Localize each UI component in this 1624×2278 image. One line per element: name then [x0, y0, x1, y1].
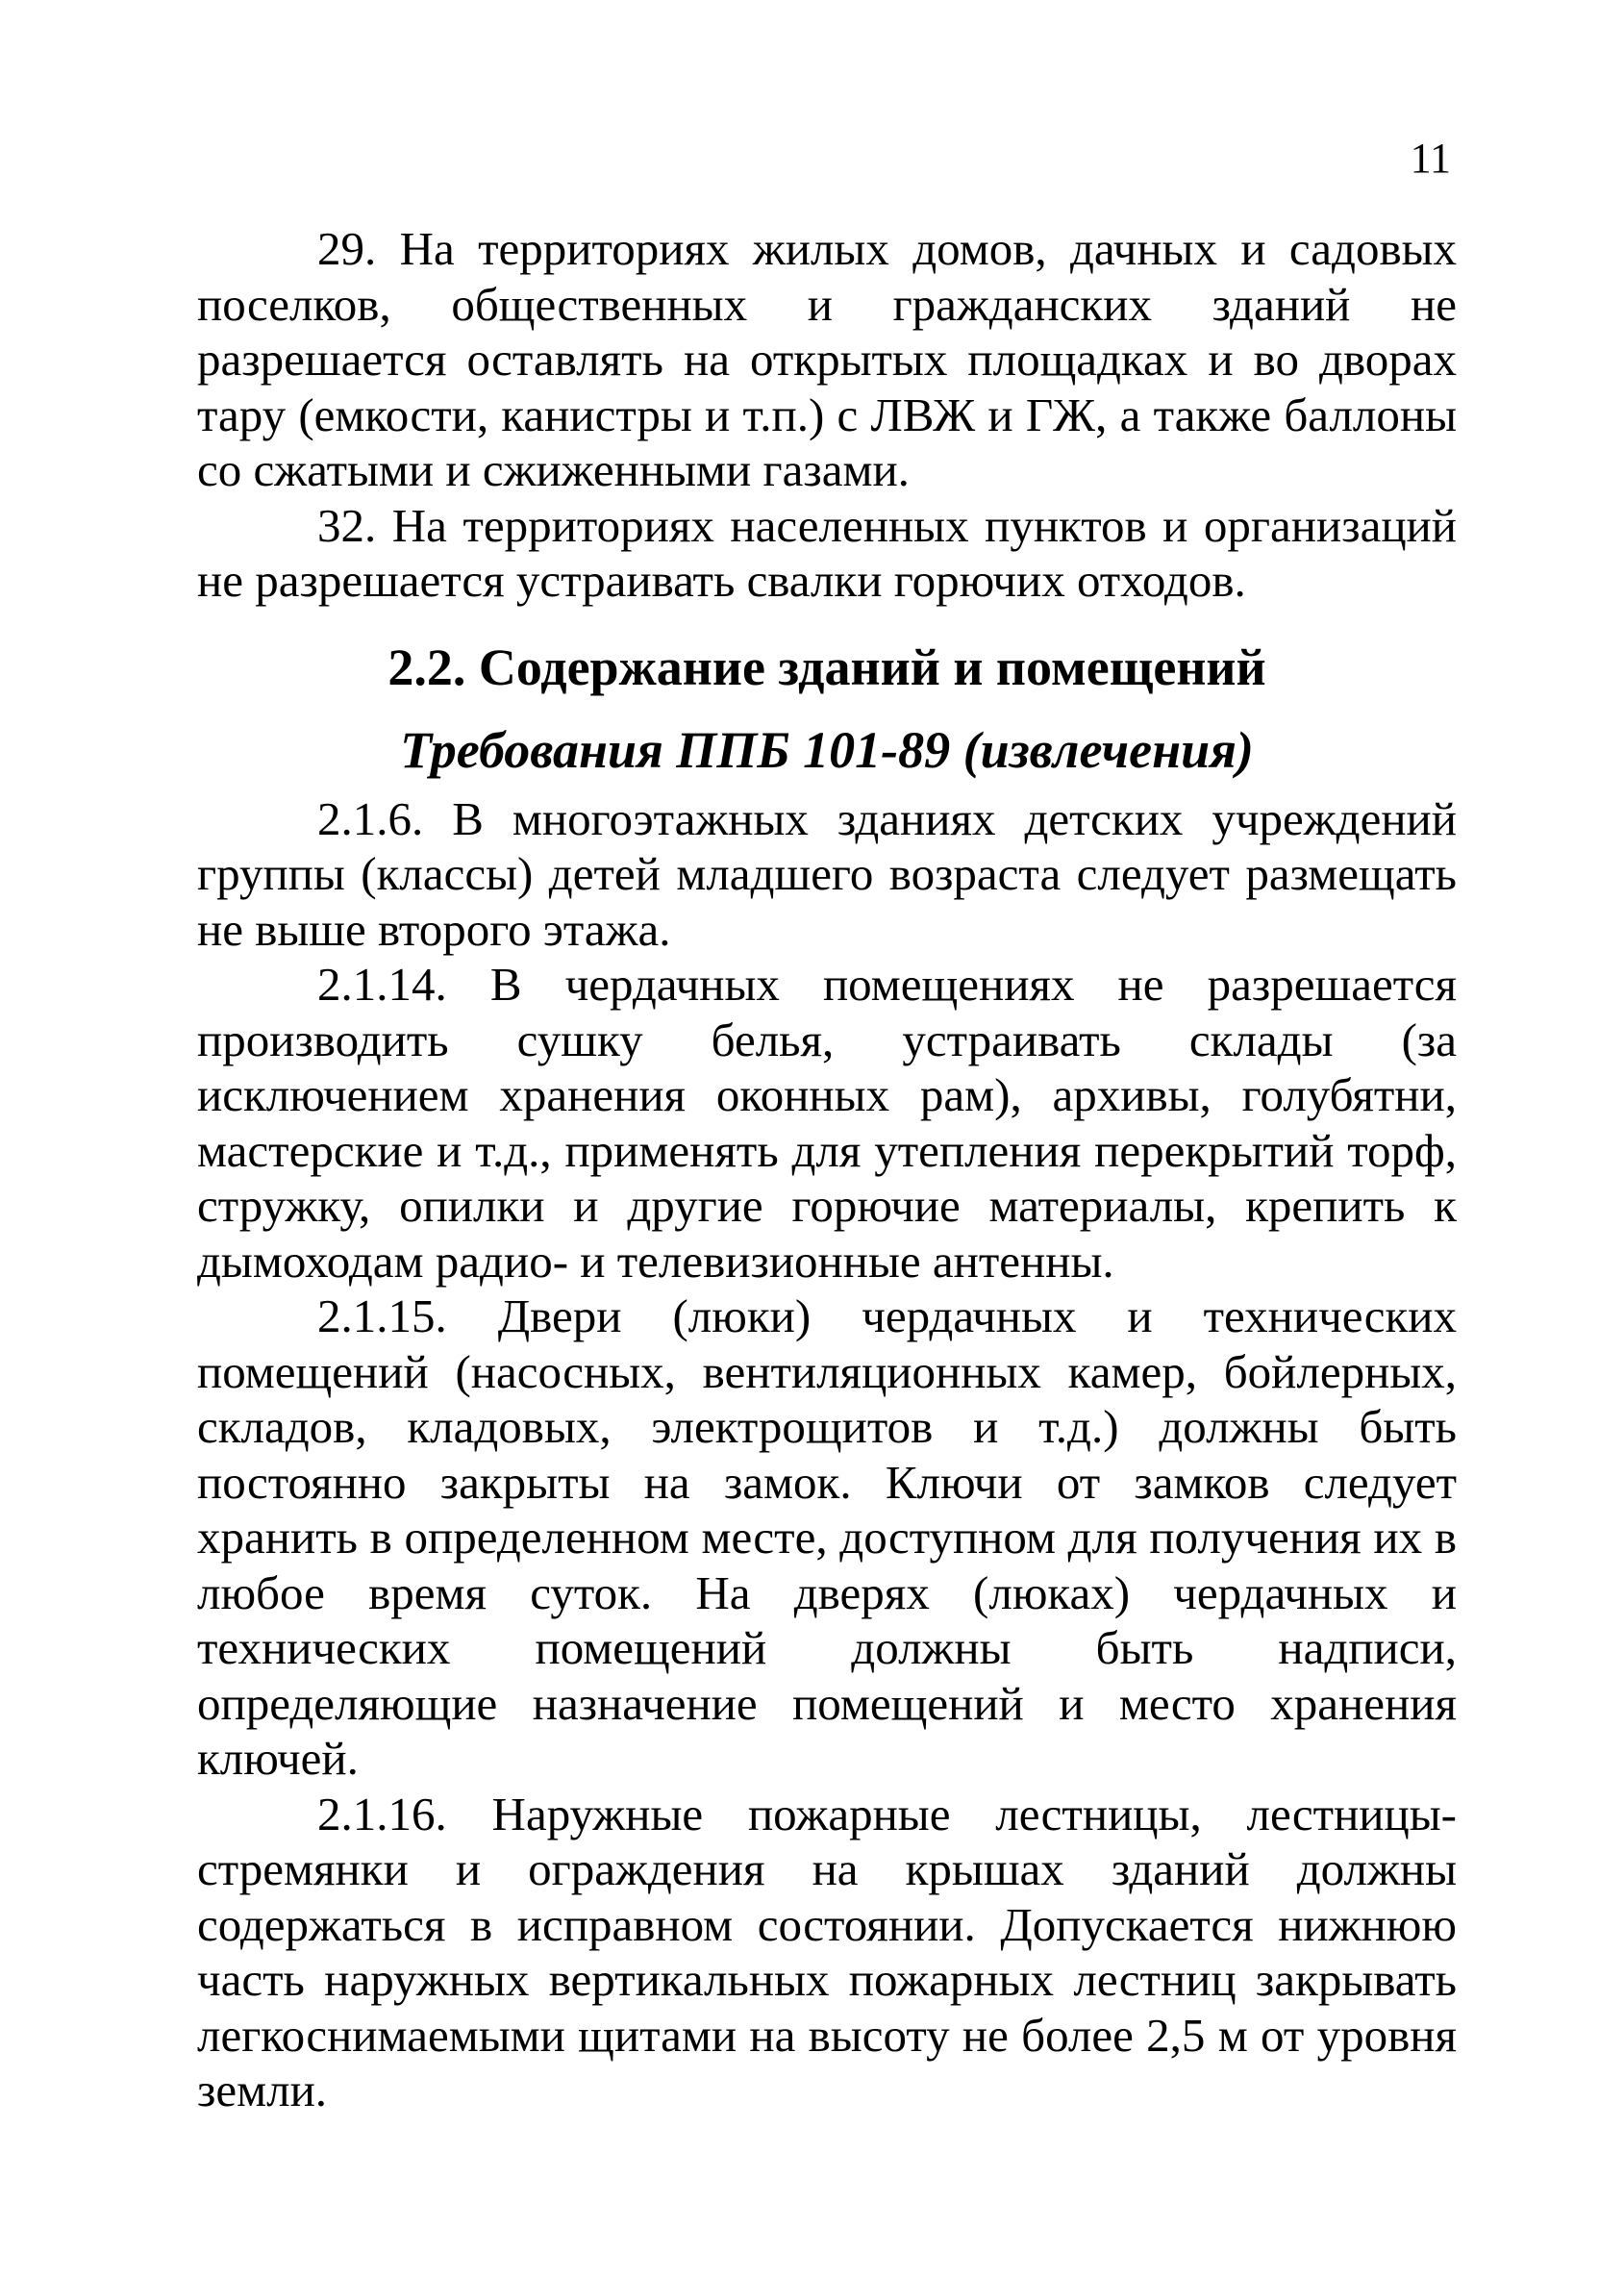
paragraph-2-1-6: 2.1.6. В многоэтажных зданиях детских учреждений группы (классы) детей младшего возраста следует размещать не выше второго этажа.	[197, 791, 1457, 956]
paragraph-32: 32. На территориях населенных пунктов и организаций не разрешается устраивать свалки горючих отходов.	[197, 498, 1457, 607]
section-subheading: Требования ППБ 101-89 (извлечения)	[400, 720, 1254, 779]
document-page	[197, 125, 1457, 2118]
page-number: 11	[1410, 135, 1451, 182]
paragraph-2-1-15: 2.1.15. Двери (люки) чердачных и технических помещений (насосных, вентиляционных камер, бойлерных, складов, кладовых, электрощитов и т.д.) должны быть постоянно закрыты на замок. Ключи от замков следует хранить в определенном месте, доступном для получения их в любое время суток. На дверях (люках) чердачных и технических помещений должны быть надписи, определяющие назначение помещений и место хранения ключей.	[197, 1289, 1457, 1785]
section-heading: 2.2. Содержание зданий и помещений	[387, 638, 1266, 696]
paragraph-2-1-14: 2.1.14. В чердачных помещениях не разрешается производить сушку белья, устраивать склады (за исключением хранения оконных рам), архивы, голубятни, мастерские и т.д., применять для утепления перекрытий торф, стружку, опилки и другие горючие материалы, крепить к дымоходам радио- и телевизионные антенны.	[197, 958, 1457, 1288]
paragraph-2-1-16: 2.1.16. Наружные пожарные лестницы, лестницы-стремянки и ограждения на крышах зданий должны содержаться в исправном состоянии. Допускается нижнюю часть наружных вертикальных пожарных лестниц закрывать легкоснимаемыми щитами на высоту не более 2,5 м от уровня земли.	[197, 1787, 1457, 2116]
paragraph-29: 29. На территориях жилых домов, дачных и садовых поселков, общественных и гражданских зданий не разрешается оставлять на открытых площадках и во дворах тару (емкости, канистры и т.п.) с ЛВЖ и ГЖ, а также баллоны со сжатыми и сжиженными газами.	[197, 222, 1457, 496]
